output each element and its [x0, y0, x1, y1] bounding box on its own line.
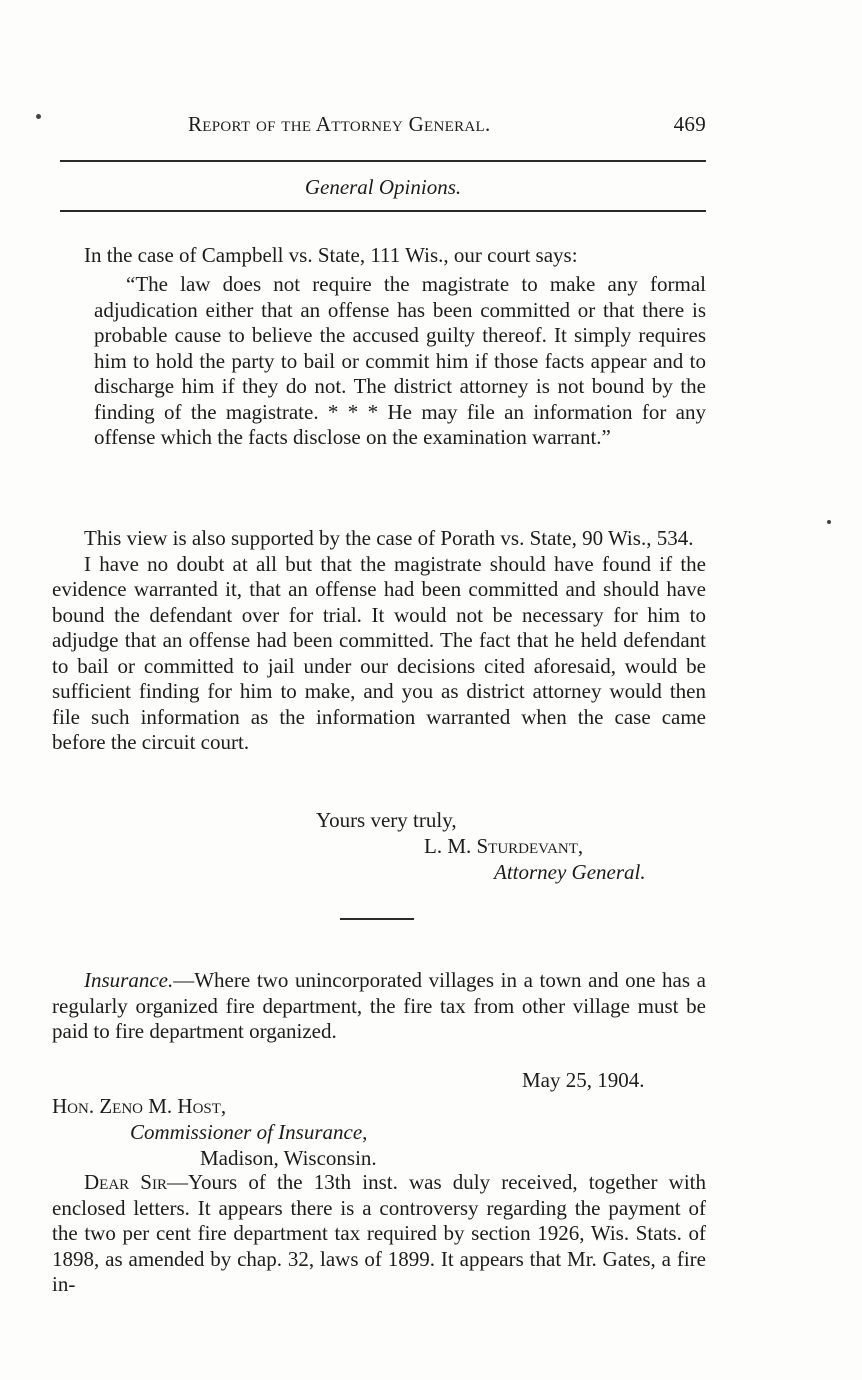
opinion-paragraph: I have no doubt at all but that the magistrate should have found if the evidence warranted it, that an offense had been committed and should have bound the defendant over for trial. It would not be necessary for him to adjudge that an offense had been committed. The fact that he held defendant to bail or committed to jail under our decisions cited aforesaid, would be sufficient finding for him to make, and you as district attorney would then file such information as the information warranted when the case came before the circuit court.: [52, 551, 706, 754]
closing-line: Yours very truly,: [316, 808, 457, 832]
header-rule-bottom: [60, 210, 706, 212]
headnote: [52, 968, 706, 1045]
page-number: 469: [673, 112, 706, 136]
headnote-block: [52, 968, 706, 1045]
scan-speck: [827, 520, 831, 524]
letter-body: [52, 1170, 706, 1298]
header-rule-top: [60, 160, 706, 162]
section-heading: General Opinions.: [304, 175, 462, 199]
signature-title: Attorney General.: [494, 860, 646, 884]
running-title: Report of the Attorney General.: [188, 112, 491, 136]
opinion-intro: In the case of Campbell vs. State, 111 Wis., our court says:: [84, 243, 578, 267]
letter-date: May 25, 1904.: [522, 1068, 645, 1092]
section-divider: [340, 918, 414, 920]
headnote-label: Insurance.: [84, 968, 174, 992]
opinion-one-intro-block: [52, 243, 706, 269]
letter-body-text: —Yours of the 13th inst. was duly received, together with enclosed letters. It appears there is a controversy regarding the payment of the two per cent fire department tax required by section 1926, Wis. Stats. of 1898, as amended by chap. 32, laws of 1899. It appears that Mr. Gates, a fire in-: [52, 1170, 706, 1296]
letter-body-block: [52, 1170, 706, 1298]
addressee-name: Hon. Zeno M. Host,: [52, 1094, 227, 1118]
scan-speck: [36, 114, 41, 119]
court-quotation: “The law does not require the magistrate to make any formal adjudication either that an offense has been committed or that there is probable cause to believe the accused guilty thereof. It simply requires him to hold the party to bail or commit him if those facts appear and to discharge him if they do not. The district attorney is not bound by the finding of the magistrate. * * * He may file an information for any offense which the facts disclose on the examination warrant.”: [94, 272, 706, 449]
opinion-one-quote-block: [52, 272, 706, 451]
addressee-title: Commissioner of Insurance,: [130, 1120, 368, 1144]
opinion-one-body-block: [52, 526, 706, 756]
addressee-place: Madison, Wisconsin.: [200, 1146, 377, 1170]
salutation: Dear Sir: [84, 1170, 167, 1194]
headnote-text: —Where two unincorporated villages in a town and one has a regularly organized fire department, the fire tax from other village must be paid to fire department organized.: [52, 968, 706, 1043]
supporting-case-paragraph: This view is also supported by the case of Porath vs. State, 90 Wis., 534.: [84, 526, 694, 550]
signature-name: L. M. Sturdevant,: [424, 834, 584, 858]
